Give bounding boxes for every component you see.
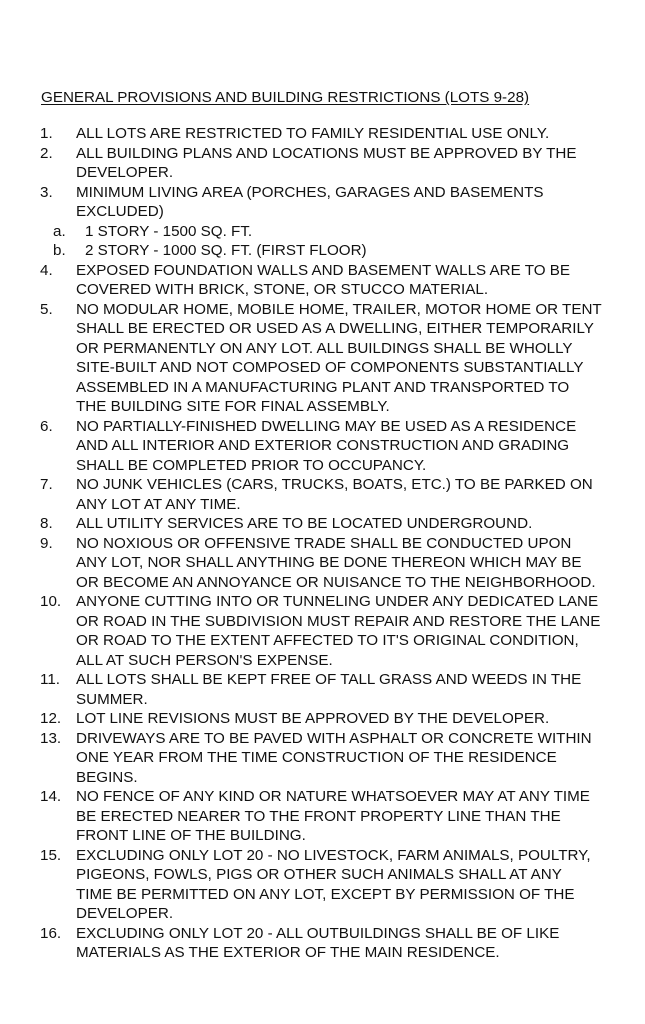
provision-item	[0, 709, 645, 729]
provision-number: 3.	[40, 183, 53, 201]
provision-text-line: EXCLUDED)	[76, 203, 164, 220]
provisions-list	[0, 124, 645, 963]
provision-text-line: OR ROAD IN THE SUBDIVISION MUST REPAIR AND RESTORE THE LANE	[76, 612, 601, 630]
document-title: GENERAL PROVISIONS AND BUILDING RESTRICTIONS (LOTS 9-28)	[41, 89, 530, 106]
provision-text-line: NO NOXIOUS OR OFFENSIVE TRADE SHALL BE CONDUCTED UPON	[76, 534, 572, 552]
provision-subitem	[0, 241, 645, 261]
provision-text-line: EXCLUDING ONLY LOT 20 - NO LIVESTOCK, FARM ANIMALS, POULTRY,	[76, 846, 591, 864]
provision-text-line: TIME BE PERMITTED ON ANY LOT, EXCEPT BY PERMISSION OF THE	[76, 885, 575, 903]
provision-text-line: ONE YEAR FROM THE TIME CONSTRUCTION OF THE RESIDENCE	[76, 749, 557, 766]
provision-text-line: LOT LINE REVISIONS MUST BE APPROVED BY THE DEVELOPER.	[76, 710, 550, 727]
provision-text-line: DEVELOPER.	[76, 164, 174, 181]
provision-number: b.	[53, 242, 66, 259]
provision-number: 10.	[40, 593, 62, 610]
provision-text-line: 2 STORY - 1000 SQ. FT. (FIRST FLOOR)	[85, 242, 367, 259]
provision-item	[0, 417, 645, 476]
provision-text-line: BE ERECTED NEARER TO THE FRONT PROPERTY LINE THAN THE	[76, 807, 561, 825]
provision-number: 1.	[40, 125, 53, 142]
provision-text-line: 1 STORY - 1500 SQ. FT.	[85, 222, 253, 240]
provision-number: 2.	[40, 144, 53, 162]
provision-text-line: ANY LOT AT ANY TIME.	[76, 495, 241, 513]
provision-item	[0, 729, 645, 788]
provision-number: 4.	[40, 261, 53, 279]
provision-item	[0, 183, 645, 222]
provision-text-line: OR BECOME AN ANNOYANCE OR NUISANCE TO THE NEIGHBORHOOD.	[76, 573, 596, 591]
provision-text-line: ASSEMBLED IN A MANUFACTURING PLANT AND TRANSPORTED TO	[76, 378, 570, 396]
provision-text-line: NO MODULAR HOME, MOBILE HOME, TRAILER, MOTOR HOME OR TENT	[76, 300, 602, 318]
provision-text-line: BEGINS.	[76, 768, 138, 786]
provision-subitem	[0, 222, 645, 242]
provision-text-line: OR PERMANENTLY ON ANY LOT. ALL BUILDINGS SHALL BE WHOLLY	[76, 339, 573, 357]
provision-text-line: PIGEONS, FOWLS, PIGS OR OTHER SUCH ANIMALS SHALL AT ANY	[76, 866, 562, 883]
provision-number: 11.	[40, 671, 60, 688]
provision-number: a.	[53, 222, 66, 240]
provision-item	[0, 124, 645, 144]
provision-item	[0, 534, 645, 593]
provision-text-line: EXCLUDING ONLY LOT 20 - ALL OUTBUILDINGS SHALL BE OF LIKE	[76, 924, 560, 942]
provision-item	[0, 787, 645, 846]
provision-text-line: ANYONE CUTTING INTO OR TUNNELING UNDER ANY DEDICATED LANE	[76, 593, 599, 610]
provision-text-line: ALL AT SUCH PERSON'S EXPENSE.	[76, 651, 333, 669]
provision-number: 15.	[40, 846, 62, 864]
provision-text-line: NO PARTIALLY-FINISHED DWELLING MAY BE USED AS A RESIDENCE	[76, 417, 577, 435]
provision-number: 5.	[40, 300, 53, 318]
provision-number: 12.	[40, 710, 62, 727]
provision-item	[0, 144, 645, 183]
provision-text-line: FRONT LINE OF THE BUILDING.	[76, 827, 306, 844]
provision-text-line: OR ROAD TO THE EXTENT AFFECTED TO IT'S ORIGINAL CONDITION,	[76, 632, 579, 649]
provision-text-line: EXPOSED FOUNDATION WALLS AND BASEMENT WALLS ARE TO BE	[76, 261, 570, 279]
provision-text-line: AND ALL INTERIOR AND EXTERIOR CONSTRUCTION AND GRADING	[76, 437, 570, 454]
provision-text-line: NO JUNK VEHICLES (CARS, TRUCKS, BOATS, ETC.) TO BE PARKED ON	[76, 476, 593, 493]
provision-text-line: THE BUILDING SITE FOR FINAL ASSEMBLY.	[76, 398, 390, 415]
provision-number: 8.	[40, 515, 53, 532]
provision-text-line: NO FENCE OF ANY KIND OR NATURE WHATSOEVER MAY AT ANY TIME	[76, 788, 590, 805]
provision-text-line: SHALL BE ERECTED OR USED AS A DWELLING, EITHER TEMPORARILY	[76, 320, 594, 337]
provision-text-line: SITE-BUILT AND NOT COMPOSED OF COMPONENTS SUBSTANTIALLY	[76, 359, 584, 376]
provision-text-line: ANY LOT, NOR SHALL ANYTHING BE DONE THEREON WHICH MAY BE	[76, 554, 582, 571]
provision-item	[0, 261, 645, 300]
provision-text-line: ALL UTILITY SERVICES ARE TO BE LOCATED UNDERGROUND.	[76, 515, 533, 532]
provision-text-line: ALL BUILDING PLANS AND LOCATIONS MUST BE APPROVED BY THE	[76, 144, 577, 162]
provision-text-line: COVERED WITH BRICK, STONE, OR STUCCO MATERIAL.	[76, 281, 489, 298]
provision-item	[0, 300, 645, 417]
provision-number: 9.	[40, 534, 53, 552]
provision-number: 13.	[40, 729, 62, 747]
provision-text-line: MINIMUM LIVING AREA (PORCHES, GARAGES AND BASEMENTS	[76, 183, 544, 201]
provision-number: 16.	[40, 924, 62, 942]
provision-text-line: DEVELOPER.	[76, 905, 174, 922]
provision-number: 14.	[40, 788, 62, 805]
provision-item	[0, 670, 645, 709]
provision-number: 6.	[40, 417, 53, 435]
provision-item	[0, 592, 645, 670]
provision-text-line: ALL LOTS ARE RESTRICTED TO FAMILY RESIDENTIAL USE ONLY.	[76, 125, 550, 142]
provision-item	[0, 846, 645, 924]
provision-item	[0, 475, 645, 514]
provision-item	[0, 514, 645, 534]
provision-text-line: SUMMER.	[76, 690, 148, 708]
provision-item	[0, 924, 645, 963]
provision-text-line: MATERIALS AS THE EXTERIOR OF THE MAIN RESIDENCE.	[76, 944, 500, 961]
provision-number: 7.	[40, 476, 53, 493]
provision-text-line: DRIVEWAYS ARE TO BE PAVED WITH ASPHALT OR CONCRETE WITHIN	[76, 729, 592, 747]
provision-text-line: ALL LOTS SHALL BE KEPT FREE OF TALL GRASS AND WEEDS IN THE	[76, 671, 582, 688]
provision-text-line: SHALL BE COMPLETED PRIOR TO OCCUPANCY.	[76, 456, 427, 474]
